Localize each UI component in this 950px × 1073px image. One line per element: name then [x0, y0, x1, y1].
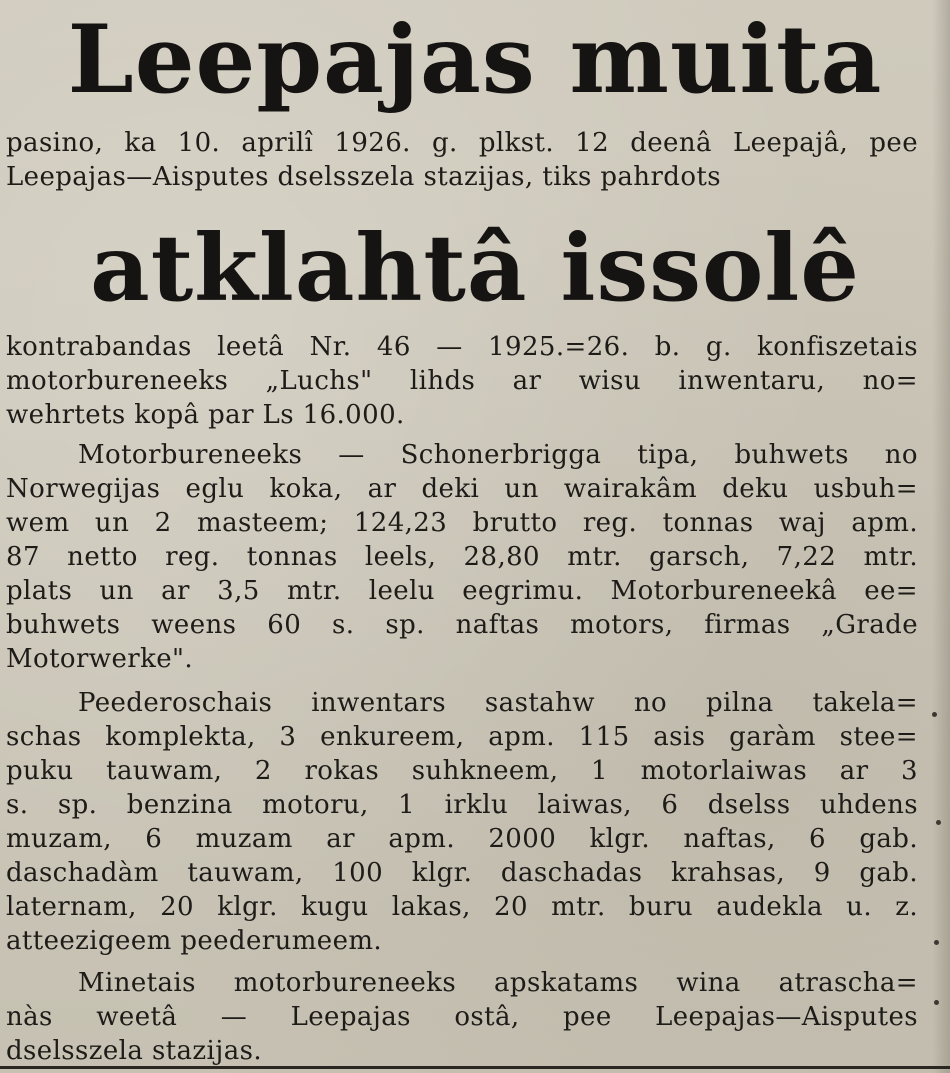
paragraph-2-line: wem un 2 masteem; 124,23 brutto reg. tonnas waj apm.	[6, 508, 918, 538]
paragraph-1-line: kontrabandas leetâ Nr. 46 — 1925.=26. b. g. konfiszetais	[6, 332, 918, 362]
paragraph-1-line: wehrtets kopâ par Ls 16.000.	[6, 400, 405, 430]
paragraph-2-line: Motorbureneeks — Schonerbrigga tipa, buhwets no	[78, 440, 918, 470]
intro-line: pasino, ka 10. aprilî 1926. g. plkst. 12 deenâ Leepajâ, pee	[6, 128, 918, 158]
headline-open-auction: atklahtâ issolê	[90, 214, 860, 322]
paragraph-4-line: Minetais motorbureneeks apskatams wina atrascha=	[78, 968, 918, 998]
paragraph-3-line: s. sp. benzina motoru, 1 irklu laiwas, 6 dselss uhdens	[6, 790, 918, 820]
paragraph-2-line: buhwets weens 60 s. sp. naftas motors, firmas „Grade	[6, 610, 918, 640]
paragraph-3-line: Peederoschais inwentars sastahw no pilna takela=	[78, 688, 918, 718]
paragraph-3-line: muzam, 6 muzam ar apm. 2000 klgr. naftas, 6 gab.	[6, 824, 918, 854]
paragraph-4-line: nàs weetâ — Leepajas ostâ, pee Leepajas—Aisputes	[6, 1002, 918, 1032]
paragraph-1-line: motorbureneeks „Luchs" lihds ar wisu inwentaru, no=	[6, 366, 918, 396]
page-edge-shadow	[932, 0, 950, 1073]
paragraph-2-line: Motorwerke".	[6, 644, 194, 674]
paragraph-3-line: puku tauwam, 2 rokas suhkneem, 1 motorlaiwas ar 3	[6, 756, 918, 786]
intro-line: Leepajas—Aisputes dselsszela stazijas, tiks pahrdots	[6, 162, 721, 192]
headline-customs: Leepajas muita	[67, 5, 883, 115]
paragraph-3-line: schas komplekta, 3 enkureem, apm. 115 asis garàm stee=	[6, 722, 918, 752]
paragraph-3-line: daschadàm tauwam, 100 klgr. daschadas krahsas, 9 gab.	[6, 858, 918, 888]
paragraph-2-line: Norwegijas eglu koka, ar deki un wairakâm deku usbuh=	[6, 474, 918, 504]
paragraph-2-line: 87 netto reg. tonnas leels, 28,80 mtr. garsch, 7,22 mtr.	[6, 542, 918, 572]
paragraph-3-line: laternam, 20 klgr. kugu lakas, 20 mtr. buru audekla u. z.	[6, 892, 918, 922]
paragraph-2-line: plats un ar 3,5 mtr. leelu eegrimu. Motorbureneekâ ee=	[6, 576, 918, 606]
paragraph-4-line: dselsszela stazijas.	[6, 1036, 263, 1066]
paragraph-3-line: atteezigeem peederumeem.	[6, 926, 383, 956]
bottom-rule	[0, 1066, 950, 1069]
